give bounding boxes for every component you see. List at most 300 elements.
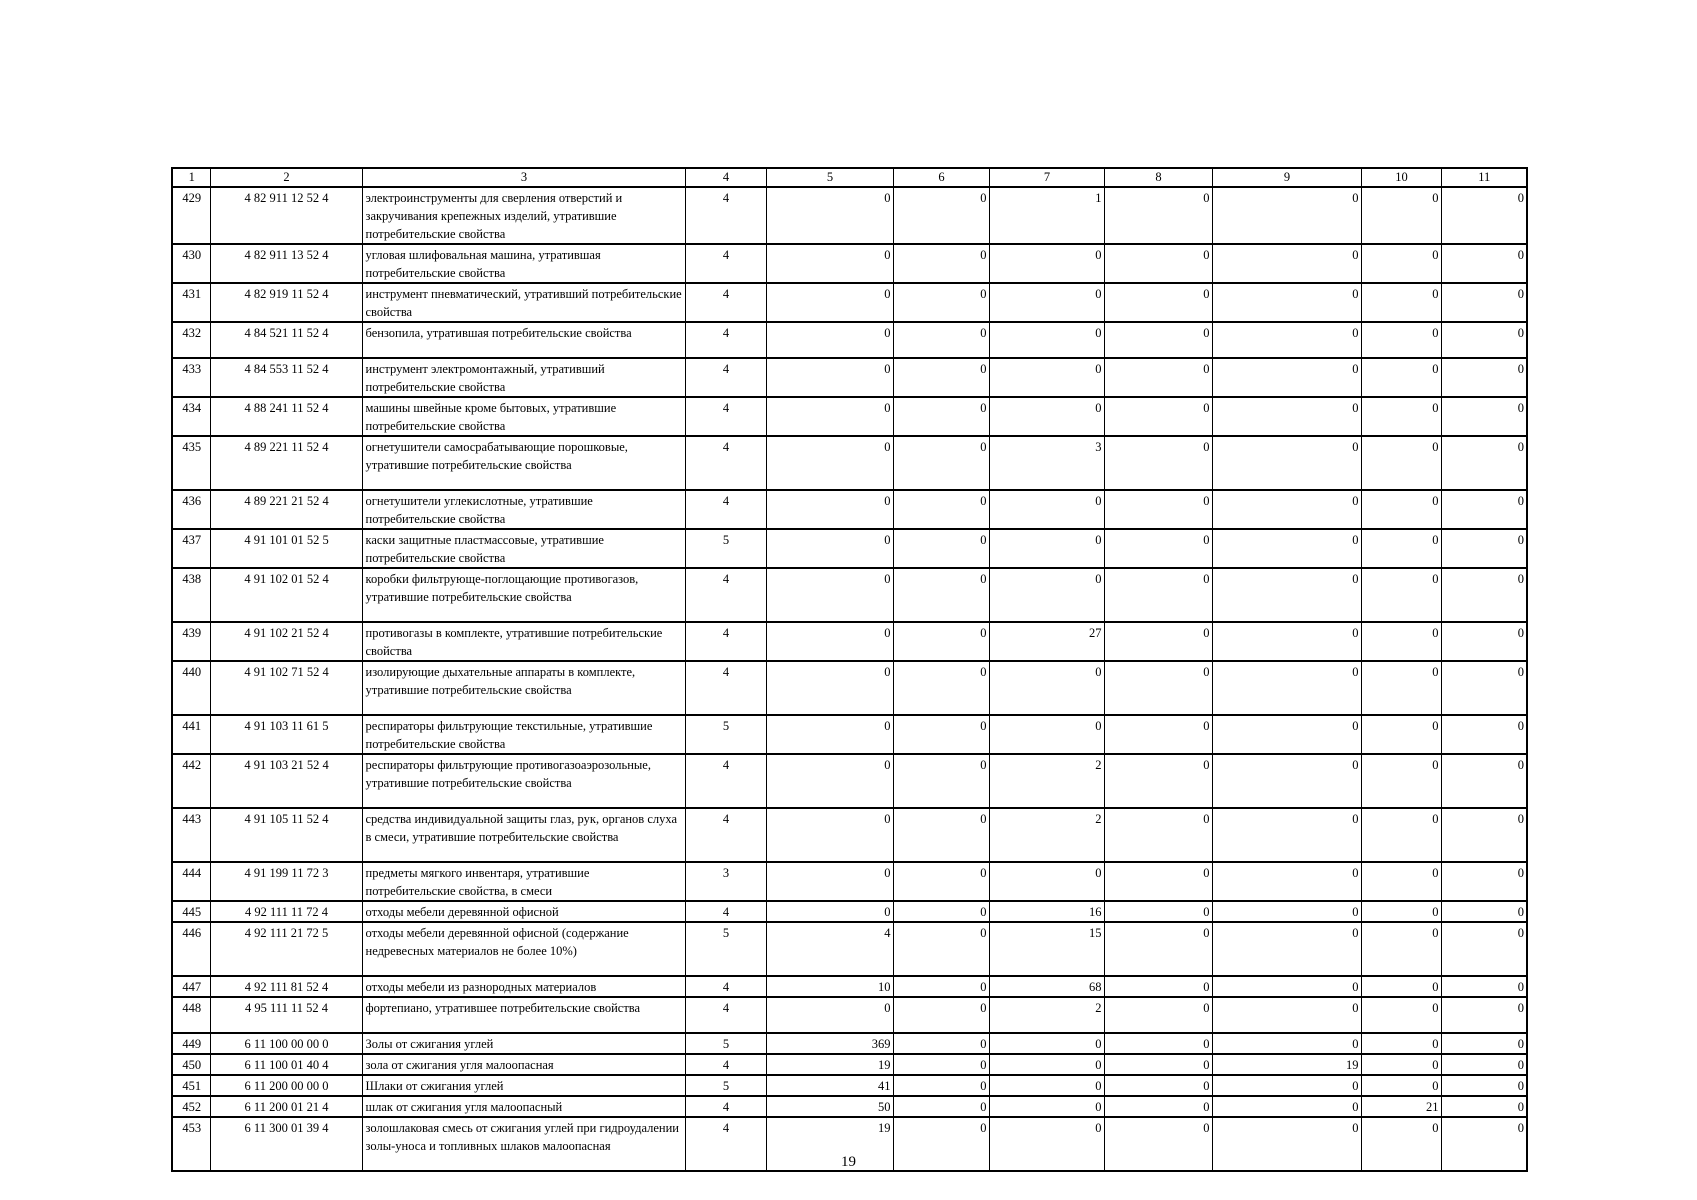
hazard-class: 4 bbox=[685, 754, 766, 808]
table-row bbox=[172, 529, 1527, 568]
value-col-8: 0 bbox=[1104, 661, 1212, 715]
hazard-class: 4 bbox=[685, 901, 766, 922]
waste-name: угловая шлифовальная машина, утратившая потребительские свойства bbox=[362, 244, 685, 283]
waste-name: инструмент пневматический, утративший потребительские свойства bbox=[362, 283, 685, 322]
value-col-7: 0 bbox=[989, 1033, 1104, 1054]
waste-code: 4 91 102 21 52 4 bbox=[210, 622, 362, 661]
row-number: 445 bbox=[172, 901, 210, 922]
row-number: 436 bbox=[172, 490, 210, 529]
value-col-10: 0 bbox=[1361, 901, 1441, 922]
value-col-8: 0 bbox=[1104, 436, 1212, 490]
value-col-5: 0 bbox=[766, 808, 893, 862]
value-col-7: 0 bbox=[989, 715, 1104, 754]
value-col-9: 0 bbox=[1212, 1075, 1361, 1096]
hazard-class: 4 bbox=[685, 244, 766, 283]
value-col-11: 0 bbox=[1441, 1117, 1527, 1171]
hazard-class: 3 bbox=[685, 862, 766, 901]
hazard-class: 4 bbox=[685, 976, 766, 997]
value-col-7: 0 bbox=[989, 568, 1104, 622]
value-col-7: 2 bbox=[989, 754, 1104, 808]
value-col-5: 369 bbox=[766, 1033, 893, 1054]
value-col-10: 0 bbox=[1361, 490, 1441, 529]
value-col-7: 0 bbox=[989, 661, 1104, 715]
value-col-6: 0 bbox=[893, 976, 989, 997]
value-col-8: 0 bbox=[1104, 283, 1212, 322]
value-col-7: 0 bbox=[989, 1075, 1104, 1096]
row-number: 431 bbox=[172, 283, 210, 322]
value-col-11: 0 bbox=[1441, 997, 1527, 1033]
value-col-8: 0 bbox=[1104, 397, 1212, 436]
header-row bbox=[172, 168, 1527, 187]
waste-code: 4 82 911 13 52 4 bbox=[210, 244, 362, 283]
value-col-7: 15 bbox=[989, 922, 1104, 976]
value-col-9: 0 bbox=[1212, 322, 1361, 358]
waste-code: 6 11 200 01 21 4 bbox=[210, 1096, 362, 1117]
value-col-9: 0 bbox=[1212, 568, 1361, 622]
table-row bbox=[172, 976, 1527, 997]
value-col-6: 0 bbox=[893, 661, 989, 715]
waste-code: 6 11 100 01 40 4 bbox=[210, 1054, 362, 1075]
waste-code: 4 91 103 11 61 5 bbox=[210, 715, 362, 754]
waste-code: 4 91 199 11 72 3 bbox=[210, 862, 362, 901]
row-number: 448 bbox=[172, 997, 210, 1033]
value-col-6: 0 bbox=[893, 568, 989, 622]
row-number: 442 bbox=[172, 754, 210, 808]
value-col-8: 0 bbox=[1104, 1054, 1212, 1075]
hazard-class: 4 bbox=[685, 436, 766, 490]
value-col-6: 0 bbox=[893, 1054, 989, 1075]
waste-name: средства индивидуальной защиты глаз, рук, органов слуха в смеси, утратившие потребительские свойства bbox=[362, 808, 685, 862]
row-number: 434 bbox=[172, 397, 210, 436]
table-row bbox=[172, 187, 1527, 244]
row-number: 435 bbox=[172, 436, 210, 490]
value-col-7: 0 bbox=[989, 244, 1104, 283]
waste-code: 4 91 102 01 52 4 bbox=[210, 568, 362, 622]
waste-name: инструмент электромонтажный, утративший потребительские свойства bbox=[362, 358, 685, 397]
value-col-10: 0 bbox=[1361, 1054, 1441, 1075]
value-col-5: 0 bbox=[766, 754, 893, 808]
value-col-9: 0 bbox=[1212, 976, 1361, 997]
table-row bbox=[172, 1096, 1527, 1117]
row-number: 443 bbox=[172, 808, 210, 862]
row-number: 438 bbox=[172, 568, 210, 622]
value-col-6: 0 bbox=[893, 1117, 989, 1171]
value-col-8: 0 bbox=[1104, 1075, 1212, 1096]
hazard-class: 4 bbox=[685, 397, 766, 436]
value-col-7: 0 bbox=[989, 1054, 1104, 1075]
value-col-11: 0 bbox=[1441, 436, 1527, 490]
col-header-7: 7 bbox=[989, 168, 1104, 187]
waste-name: отходы мебели деревянной офисной (содержание недревесных материалов не более 10%) bbox=[362, 922, 685, 976]
value-col-5: 0 bbox=[766, 901, 893, 922]
value-col-10: 0 bbox=[1361, 1033, 1441, 1054]
waste-code: 4 89 221 11 52 4 bbox=[210, 436, 362, 490]
value-col-5: 0 bbox=[766, 568, 893, 622]
value-col-8: 0 bbox=[1104, 901, 1212, 922]
waste-name: каски защитные пластмассовые, утратившие потребительские свойства bbox=[362, 529, 685, 568]
waste-name: машины швейные кроме бытовых, утратившие потребительские свойства bbox=[362, 397, 685, 436]
value-col-6: 0 bbox=[893, 1075, 989, 1096]
table-row bbox=[172, 754, 1527, 808]
value-col-5: 0 bbox=[766, 490, 893, 529]
value-col-5: 41 bbox=[766, 1075, 893, 1096]
row-number: 452 bbox=[172, 1096, 210, 1117]
waste-name: Шлаки от сжигания углей bbox=[362, 1075, 685, 1096]
hazard-class: 5 bbox=[685, 715, 766, 754]
value-col-8: 0 bbox=[1104, 529, 1212, 568]
value-col-11: 0 bbox=[1441, 976, 1527, 997]
value-col-9: 0 bbox=[1212, 661, 1361, 715]
value-col-10: 0 bbox=[1361, 397, 1441, 436]
row-number: 444 bbox=[172, 862, 210, 901]
waste-table bbox=[171, 167, 1528, 1172]
value-col-8: 0 bbox=[1104, 922, 1212, 976]
waste-name: бензопила, утратившая потребительские свойства bbox=[362, 322, 685, 358]
waste-code: 4 92 111 21 72 5 bbox=[210, 922, 362, 976]
value-col-11: 0 bbox=[1441, 1096, 1527, 1117]
value-col-8: 0 bbox=[1104, 862, 1212, 901]
value-col-7: 3 bbox=[989, 436, 1104, 490]
value-col-7: 68 bbox=[989, 976, 1104, 997]
hazard-class: 4 bbox=[685, 187, 766, 244]
waste-code: 4 92 111 81 52 4 bbox=[210, 976, 362, 997]
table-row bbox=[172, 901, 1527, 922]
value-col-5: 0 bbox=[766, 358, 893, 397]
value-col-11: 0 bbox=[1441, 244, 1527, 283]
col-header-6: 6 bbox=[893, 168, 989, 187]
waste-name: предметы мягкого инвентаря, утратившие потребительские свойства, в смеси bbox=[362, 862, 685, 901]
value-col-10: 0 bbox=[1361, 1117, 1441, 1171]
hazard-class: 4 bbox=[685, 1117, 766, 1171]
waste-name: зола от сжигания угля малоопасная bbox=[362, 1054, 685, 1075]
value-col-11: 0 bbox=[1441, 901, 1527, 922]
table-row bbox=[172, 358, 1527, 397]
value-col-10: 0 bbox=[1361, 754, 1441, 808]
hazard-class: 5 bbox=[685, 1033, 766, 1054]
value-col-11: 0 bbox=[1441, 490, 1527, 529]
value-col-8: 0 bbox=[1104, 568, 1212, 622]
value-col-6: 0 bbox=[893, 901, 989, 922]
value-col-9: 0 bbox=[1212, 997, 1361, 1033]
waste-code: 4 89 221 21 52 4 bbox=[210, 490, 362, 529]
table-row bbox=[172, 283, 1527, 322]
value-col-8: 0 bbox=[1104, 754, 1212, 808]
value-col-11: 0 bbox=[1441, 283, 1527, 322]
value-col-9: 0 bbox=[1212, 529, 1361, 568]
table-row bbox=[172, 622, 1527, 661]
waste-code: 4 91 105 11 52 4 bbox=[210, 808, 362, 862]
waste-code: 4 84 521 11 52 4 bbox=[210, 322, 362, 358]
value-col-5: 0 bbox=[766, 715, 893, 754]
value-col-8: 0 bbox=[1104, 490, 1212, 529]
waste-name: отходы мебели из разнородных материалов bbox=[362, 976, 685, 997]
value-col-10: 0 bbox=[1361, 436, 1441, 490]
col-header-10: 10 bbox=[1361, 168, 1441, 187]
value-col-6: 0 bbox=[893, 244, 989, 283]
value-col-7: 0 bbox=[989, 283, 1104, 322]
value-col-9: 0 bbox=[1212, 808, 1361, 862]
value-col-11: 0 bbox=[1441, 1075, 1527, 1096]
value-col-8: 0 bbox=[1104, 1033, 1212, 1054]
value-col-5: 0 bbox=[766, 529, 893, 568]
value-col-11: 0 bbox=[1441, 358, 1527, 397]
value-col-10: 0 bbox=[1361, 862, 1441, 901]
value-col-6: 0 bbox=[893, 187, 989, 244]
waste-name: респираторы фильтрующие противогазоаэрозольные, утратившие потребительские свойства bbox=[362, 754, 685, 808]
value-col-10: 0 bbox=[1361, 322, 1441, 358]
value-col-6: 0 bbox=[893, 808, 989, 862]
hazard-class: 4 bbox=[685, 568, 766, 622]
value-col-6: 0 bbox=[893, 436, 989, 490]
value-col-6: 0 bbox=[893, 490, 989, 529]
table-row bbox=[172, 568, 1527, 622]
value-col-9: 0 bbox=[1212, 490, 1361, 529]
value-col-8: 0 bbox=[1104, 976, 1212, 997]
waste-code: 4 91 102 71 52 4 bbox=[210, 661, 362, 715]
value-col-8: 0 bbox=[1104, 244, 1212, 283]
row-number: 439 bbox=[172, 622, 210, 661]
value-col-9: 0 bbox=[1212, 754, 1361, 808]
value-col-9: 0 bbox=[1212, 1033, 1361, 1054]
waste-name: шлак от сжигания угля малоопасный bbox=[362, 1096, 685, 1117]
table-body bbox=[172, 187, 1527, 1171]
value-col-7: 27 bbox=[989, 622, 1104, 661]
waste-name: коробки фильтрующе-поглощающие противогазов, утратившие потребительские свойства bbox=[362, 568, 685, 622]
row-number: 449 bbox=[172, 1033, 210, 1054]
value-col-7: 0 bbox=[989, 397, 1104, 436]
col-header-2: 2 bbox=[210, 168, 362, 187]
value-col-6: 0 bbox=[893, 529, 989, 568]
value-col-11: 0 bbox=[1441, 529, 1527, 568]
col-header-4: 4 bbox=[685, 168, 766, 187]
waste-name: фортепиано, утратившее потребительские свойства bbox=[362, 997, 685, 1033]
table-row bbox=[172, 244, 1527, 283]
value-col-10: 0 bbox=[1361, 808, 1441, 862]
value-col-11: 0 bbox=[1441, 661, 1527, 715]
value-col-10: 0 bbox=[1361, 283, 1441, 322]
value-col-6: 0 bbox=[893, 1033, 989, 1054]
value-col-5: 0 bbox=[766, 397, 893, 436]
value-col-6: 0 bbox=[893, 283, 989, 322]
value-col-7: 2 bbox=[989, 997, 1104, 1033]
value-col-9: 0 bbox=[1212, 922, 1361, 976]
value-col-9: 19 bbox=[1212, 1054, 1361, 1075]
value-col-7: 0 bbox=[989, 358, 1104, 397]
value-col-9: 0 bbox=[1212, 244, 1361, 283]
table-row bbox=[172, 490, 1527, 529]
table-row bbox=[172, 997, 1527, 1033]
waste-code: 4 91 103 21 52 4 bbox=[210, 754, 362, 808]
row-number: 453 bbox=[172, 1117, 210, 1171]
value-col-5: 4 bbox=[766, 922, 893, 976]
value-col-8: 0 bbox=[1104, 622, 1212, 661]
value-col-11: 0 bbox=[1441, 922, 1527, 976]
waste-name: Золы от сжигания углей bbox=[362, 1033, 685, 1054]
value-col-9: 0 bbox=[1212, 622, 1361, 661]
value-col-5: 0 bbox=[766, 322, 893, 358]
value-col-7: 0 bbox=[989, 322, 1104, 358]
value-col-9: 0 bbox=[1212, 901, 1361, 922]
value-col-10: 0 bbox=[1361, 661, 1441, 715]
row-number: 433 bbox=[172, 358, 210, 397]
table-row bbox=[172, 1033, 1527, 1054]
value-col-5: 0 bbox=[766, 997, 893, 1033]
table-row bbox=[172, 922, 1527, 976]
col-header-8: 8 bbox=[1104, 168, 1212, 187]
hazard-class: 5 bbox=[685, 529, 766, 568]
waste-code: 4 92 111 11 72 4 bbox=[210, 901, 362, 922]
waste-code: 4 91 101 01 52 5 bbox=[210, 529, 362, 568]
table-row bbox=[172, 661, 1527, 715]
value-col-9: 0 bbox=[1212, 283, 1361, 322]
value-col-10: 0 bbox=[1361, 922, 1441, 976]
value-col-5: 50 bbox=[766, 1096, 893, 1117]
waste-name: электроинструменты для сверления отверстий и закручивания крепежных изделий, утратившие потребительские свойства bbox=[362, 187, 685, 244]
value-col-9: 0 bbox=[1212, 187, 1361, 244]
waste-name: огнетушители самосрабатывающие порошковые, утратившие потребительские свойства bbox=[362, 436, 685, 490]
value-col-6: 0 bbox=[893, 322, 989, 358]
hazard-class: 4 bbox=[685, 1054, 766, 1075]
value-col-11: 0 bbox=[1441, 568, 1527, 622]
hazard-class: 4 bbox=[685, 322, 766, 358]
value-col-5: 0 bbox=[766, 436, 893, 490]
value-col-10: 0 bbox=[1361, 529, 1441, 568]
row-number: 432 bbox=[172, 322, 210, 358]
row-number: 446 bbox=[172, 922, 210, 976]
value-col-9: 0 bbox=[1212, 436, 1361, 490]
value-col-11: 0 bbox=[1441, 1054, 1527, 1075]
value-col-5: 0 bbox=[766, 283, 893, 322]
row-number: 430 bbox=[172, 244, 210, 283]
hazard-class: 4 bbox=[685, 997, 766, 1033]
table-row bbox=[172, 1054, 1527, 1075]
row-number: 447 bbox=[172, 976, 210, 997]
value-col-9: 0 bbox=[1212, 1096, 1361, 1117]
waste-code: 6 11 200 00 00 0 bbox=[210, 1075, 362, 1096]
page-number: 19 bbox=[841, 1154, 856, 1170]
waste-code: 4 95 111 11 52 4 bbox=[210, 997, 362, 1033]
value-col-11: 0 bbox=[1441, 622, 1527, 661]
value-col-11: 0 bbox=[1441, 862, 1527, 901]
table-row bbox=[172, 862, 1527, 901]
value-col-8: 0 bbox=[1104, 187, 1212, 244]
waste-name: противогазы в комплекте, утратившие потребительские свойства bbox=[362, 622, 685, 661]
value-col-6: 0 bbox=[893, 754, 989, 808]
row-number: 450 bbox=[172, 1054, 210, 1075]
waste-code: 4 88 241 11 52 4 bbox=[210, 397, 362, 436]
waste-code: 4 84 553 11 52 4 bbox=[210, 358, 362, 397]
value-col-6: 0 bbox=[893, 1096, 989, 1117]
hazard-class: 4 bbox=[685, 1096, 766, 1117]
value-col-7: 0 bbox=[989, 1096, 1104, 1117]
value-col-7: 0 bbox=[989, 490, 1104, 529]
value-col-10: 0 bbox=[1361, 997, 1441, 1033]
col-header-3: 3 bbox=[362, 168, 685, 187]
hazard-class: 5 bbox=[685, 922, 766, 976]
waste-name: золошлаковая смесь от сжигания углей при гидроудалении золы-уноса и топливных шлаков малоопасная bbox=[362, 1117, 685, 1171]
table-row bbox=[172, 715, 1527, 754]
waste-name: огнетушители углекислотные, утратившие потребительские свойства bbox=[362, 490, 685, 529]
value-col-8: 0 bbox=[1104, 997, 1212, 1033]
value-col-11: 0 bbox=[1441, 1033, 1527, 1054]
value-col-7: 16 bbox=[989, 901, 1104, 922]
value-col-5: 0 bbox=[766, 862, 893, 901]
value-col-11: 0 bbox=[1441, 754, 1527, 808]
value-col-5: 0 bbox=[766, 244, 893, 283]
waste-code: 4 82 919 11 52 4 bbox=[210, 283, 362, 322]
value-col-6: 0 bbox=[893, 397, 989, 436]
row-number: 440 bbox=[172, 661, 210, 715]
value-col-9: 0 bbox=[1212, 1117, 1361, 1171]
value-col-10: 0 bbox=[1361, 358, 1441, 397]
hazard-class: 5 bbox=[685, 1075, 766, 1096]
col-header-9: 9 bbox=[1212, 168, 1361, 187]
value-col-6: 0 bbox=[893, 622, 989, 661]
value-col-8: 0 bbox=[1104, 358, 1212, 397]
value-col-5: 0 bbox=[766, 661, 893, 715]
value-col-7: 0 bbox=[989, 1117, 1104, 1171]
row-number: 437 bbox=[172, 529, 210, 568]
value-col-7: 0 bbox=[989, 862, 1104, 901]
value-col-11: 0 bbox=[1441, 322, 1527, 358]
value-col-5: 10 bbox=[766, 976, 893, 997]
value-col-6: 0 bbox=[893, 862, 989, 901]
hazard-class: 4 bbox=[685, 490, 766, 529]
value-col-5: 0 bbox=[766, 622, 893, 661]
col-header-11: 11 bbox=[1441, 168, 1527, 187]
value-col-6: 0 bbox=[893, 997, 989, 1033]
hazard-class: 4 bbox=[685, 622, 766, 661]
value-col-8: 0 bbox=[1104, 715, 1212, 754]
hazard-class: 4 bbox=[685, 358, 766, 397]
row-number: 441 bbox=[172, 715, 210, 754]
hazard-class: 4 bbox=[685, 661, 766, 715]
table-row bbox=[172, 397, 1527, 436]
value-col-11: 0 bbox=[1441, 715, 1527, 754]
waste-code: 6 11 100 00 00 0 bbox=[210, 1033, 362, 1054]
value-col-10: 0 bbox=[1361, 1075, 1441, 1096]
value-col-5: 0 bbox=[766, 187, 893, 244]
value-col-10: 0 bbox=[1361, 622, 1441, 661]
value-col-8: 0 bbox=[1104, 1117, 1212, 1171]
value-col-10: 0 bbox=[1361, 976, 1441, 997]
waste-name: изолирующие дыхательные аппараты в комплекте, утратившие потребительские свойства bbox=[362, 661, 685, 715]
col-header-5: 5 bbox=[766, 168, 893, 187]
value-col-11: 0 bbox=[1441, 187, 1527, 244]
value-col-8: 0 bbox=[1104, 1096, 1212, 1117]
value-col-9: 0 bbox=[1212, 358, 1361, 397]
table-row bbox=[172, 1075, 1527, 1096]
value-col-10: 0 bbox=[1361, 244, 1441, 283]
value-col-10: 0 bbox=[1361, 568, 1441, 622]
value-col-8: 0 bbox=[1104, 322, 1212, 358]
value-col-6: 0 bbox=[893, 922, 989, 976]
value-col-9: 0 bbox=[1212, 862, 1361, 901]
value-col-10: 21 bbox=[1361, 1096, 1441, 1117]
hazard-class: 4 bbox=[685, 283, 766, 322]
value-col-7: 0 bbox=[989, 529, 1104, 568]
value-col-7: 1 bbox=[989, 187, 1104, 244]
value-col-10: 0 bbox=[1361, 715, 1441, 754]
value-col-11: 0 bbox=[1441, 808, 1527, 862]
value-col-9: 0 bbox=[1212, 715, 1361, 754]
row-number: 429 bbox=[172, 187, 210, 244]
waste-name: отходы мебели деревянной офисной bbox=[362, 901, 685, 922]
value-col-6: 0 bbox=[893, 715, 989, 754]
waste-code: 4 82 911 12 52 4 bbox=[210, 187, 362, 244]
col-header-1: 1 bbox=[172, 168, 210, 187]
value-col-9: 0 bbox=[1212, 397, 1361, 436]
